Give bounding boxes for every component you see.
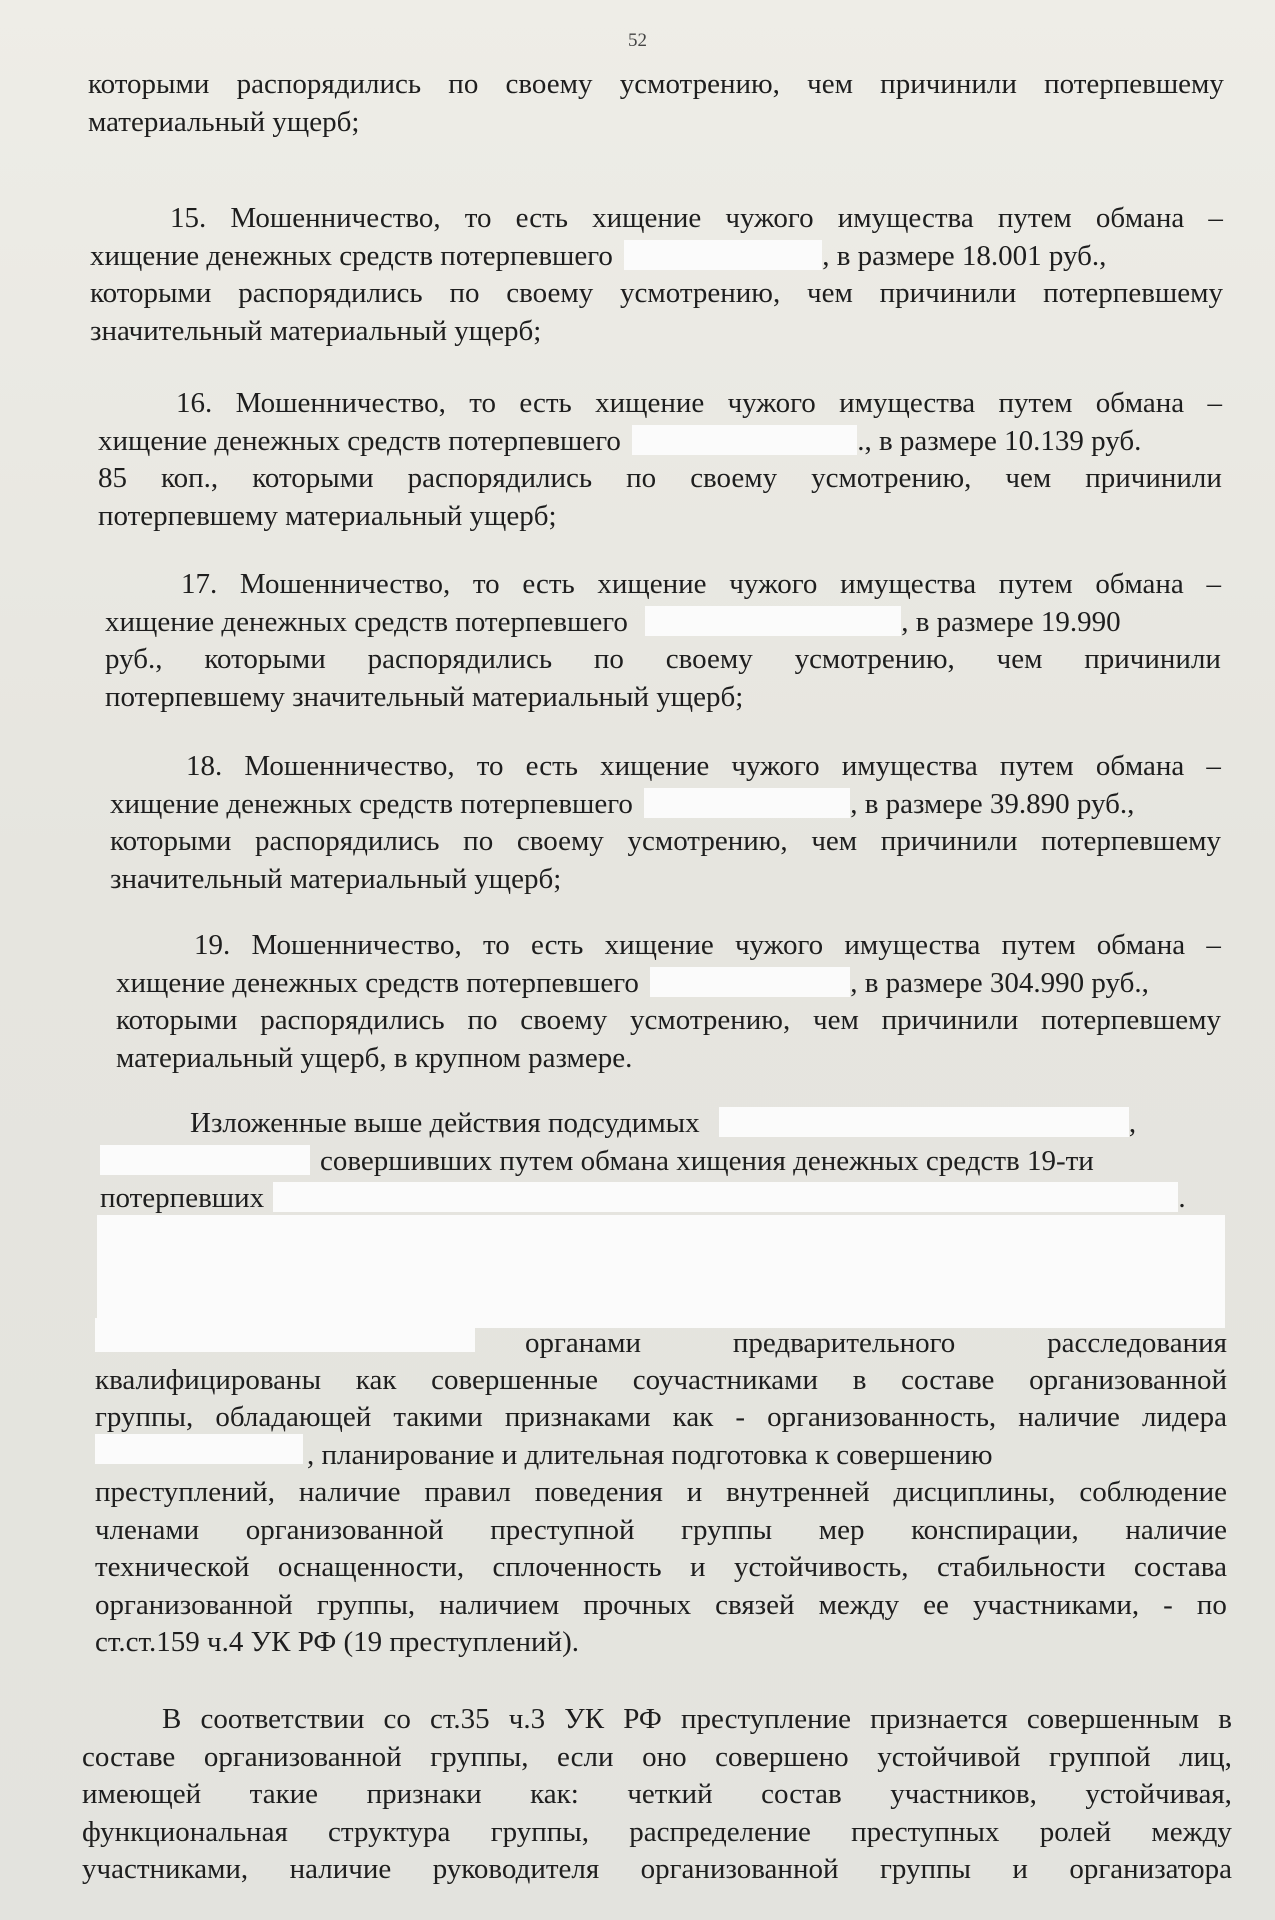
text-line: 15. Мошенничество, то есть хищение чужого имущества путем обмана – xyxy=(170,202,1223,234)
text-line: Изложенные выше действия подсудимых , xyxy=(190,1107,1137,1139)
text-line: В соответствии со ст.35 ч.3 УК РФ преступление признается совершенным в xyxy=(162,1703,1232,1735)
redacted-block xyxy=(95,1318,475,1352)
law-paragraph xyxy=(82,1701,1232,1889)
text-line: потерпевшему материальный ущерб; xyxy=(98,499,557,532)
text-line: которыми распорядились по своему усмотрению, чем причинили потерпевшему xyxy=(110,825,1221,857)
item-15-paragraph xyxy=(90,200,1223,350)
text-line: технической оснащенности, сплоченность и устойчивость, стабильности состава xyxy=(95,1551,1227,1583)
text-line: хищение денежных средств потерпевшего , в размере 304.990 руб., xyxy=(116,966,1149,999)
text-line: органами предварительного расследования xyxy=(95,1324,1227,1362)
text-line: функциональная структура группы, распределение преступных ролей между xyxy=(82,1815,1232,1848)
redacted-name xyxy=(95,1434,303,1464)
redacted-name xyxy=(650,967,850,997)
text-line: потерпевших . xyxy=(100,1182,1186,1214)
text-line: хищение денежных средств потерпевшего , в размере 39.890 руб., xyxy=(110,787,1135,820)
text-line: хищение денежных средств потерпевшего , в размере 18.001 руб., xyxy=(90,239,1107,272)
text-line: материальный ущерб, в крупном размере. xyxy=(116,1041,633,1074)
item-19-paragraph xyxy=(116,927,1221,1077)
item-18-paragraph xyxy=(110,748,1221,898)
text-line: организованной группы, наличием прочных связей между ее участниками, - по xyxy=(95,1588,1227,1621)
redacted-block xyxy=(97,1215,1225,1328)
text-line: хищение денежных средств потерпевшего , в размере 19.990 xyxy=(105,605,1121,638)
redacted-name xyxy=(644,788,850,818)
text-line: 16. Мошенничество, то есть хищение чужого имущества путем обмана – xyxy=(176,387,1222,419)
text-line: имеющей такие признаки как: четкий состав участников, устойчивая, xyxy=(82,1778,1232,1810)
summary-continuation xyxy=(95,1324,1227,1662)
redacted-block xyxy=(273,1182,1178,1212)
redacted-name xyxy=(645,606,901,636)
text-line: значительный материальный ущерб; xyxy=(90,314,542,347)
text-line: группы, обладающей такими признаками как - организованность, наличие лидера xyxy=(95,1401,1227,1433)
text-line: совершивших путем обмана хищения денежных средств 19-ти xyxy=(100,1143,1225,1181)
text-line: 19. Мошенничество, то есть хищение чужого имущества путем обмана – xyxy=(194,929,1221,961)
redacted-name xyxy=(719,1107,1129,1137)
text-line: которыми распорядились по своему усмотрению, чем причинили потерпевшему xyxy=(90,277,1223,309)
text-line: ст.ст.159 ч.4 УК РФ (19 преступлений). xyxy=(95,1626,579,1658)
text-line: участниками, наличие руководителя организованной группы и организатора xyxy=(82,1853,1232,1885)
text-line: которыми распорядились по своему усмотрению, чем причинили потерпевшему xyxy=(116,1004,1221,1036)
item-16-paragraph xyxy=(98,385,1222,535)
text-line: хищение денежных средств потерпевшего ., в размере 10.139 руб. xyxy=(98,424,1142,457)
text-line: потерпевшему значительный материальный ущерб; xyxy=(105,680,744,713)
page-number: 52 xyxy=(628,30,647,51)
text-line: 85 коп., которыми распорядились по своему усмотрению, чем причинили xyxy=(98,462,1222,494)
redacted-name xyxy=(100,1145,310,1175)
redacted-name xyxy=(624,240,822,270)
text-line: 17. Мошенничество, то есть хищение чужого имущества путем обмана – xyxy=(181,568,1221,600)
text-line: значительный материальный ущерб; xyxy=(110,862,562,895)
text-line: преступлений, наличие правил поведения и внутренней дисциплины, соблюдение xyxy=(95,1476,1227,1508)
text-line: членами организованной преступной группы мер конспирации, наличие xyxy=(95,1513,1227,1546)
text-line: составе организованной группы, если оно совершено устойчивой группой лиц, xyxy=(82,1740,1232,1773)
text-line: которыми распорядились по своему усмотрению, чем причинили потерпевшему xyxy=(88,68,1224,100)
intro-paragraph xyxy=(88,66,1224,141)
item-17-paragraph xyxy=(105,566,1221,716)
text-line: , планирование и длительная подготовка к совершению xyxy=(95,1437,1227,1475)
redacted-name xyxy=(632,425,857,455)
text-line: 18. Мошенничество, то есть хищение чужого имущества путем обмана – xyxy=(186,750,1221,782)
summary-paragraph xyxy=(100,1105,1225,1218)
text-line: руб., которыми распорядились по своему усмотрению, чем причинили xyxy=(105,643,1221,675)
text-line: материальный ущерб; xyxy=(88,105,360,138)
text-line: квалифицированы как совершенные соучастниками в составе организованной xyxy=(95,1363,1227,1396)
